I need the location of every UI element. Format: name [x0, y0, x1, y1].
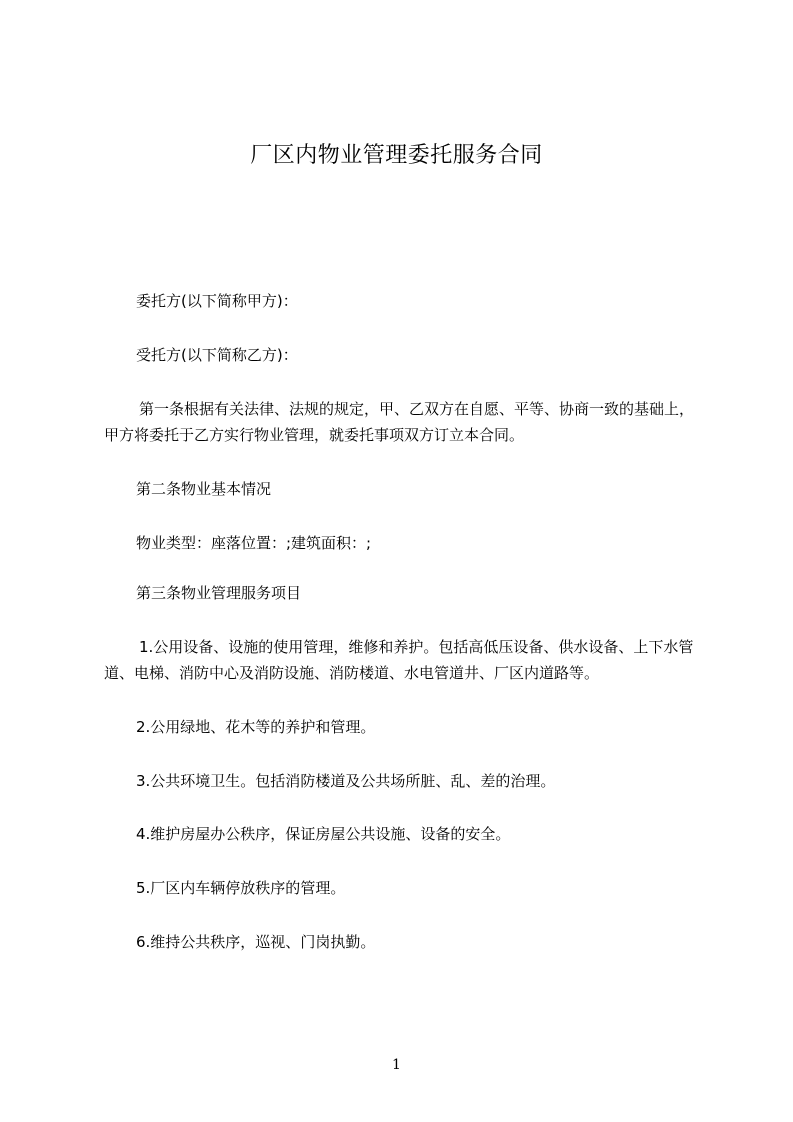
paragraph-property-info: 物业类型：座落位置：;建筑面积：;: [136, 534, 372, 552]
paragraph-item-3: 3.公共环境卫生。包括消防楼道及公共场所脏、乱、差的治理。: [136, 772, 556, 790]
paragraph-item-5: 5.厂区内车辆停放秩序的管理。: [136, 879, 346, 897]
document-title: 厂区内物业管理委托服务合同: [250, 143, 543, 168]
paragraph-item-6: 6.维持公共秩序，巡视、门岗执勤。: [136, 933, 376, 951]
paragraph-article-3-heading: 第三条物业管理服务项目: [136, 584, 302, 602]
paragraph-trustee-party: 受托方(以下简称乙方)：: [136, 346, 298, 364]
paragraph-article-1: 第一条根据有关法律、法规的规定，甲、乙双方在自愿、平等、协商一致的基础上，甲方将委托于乙方实行物业管理，就委托事项双方订立本合同。: [104, 400, 695, 444]
paragraph-item-4: 4.维护房屋办公秩序，保证房屋公共设施、设备的安全。: [136, 825, 511, 843]
paragraph-item-2: 2.公用绿地、花木等的养护和管理。: [136, 718, 376, 736]
paragraph-article-2-heading: 第二条物业基本情况: [136, 480, 272, 498]
paragraph-item-1: 1.公用设备、设施的使用管理，维修和养护。包括高低压设备、供水设备、上下水管道、电梯、消防中心及消防设施、消防楼道、水电管道井、厂区内道路等。: [104, 638, 694, 682]
page-number: 1: [392, 1057, 401, 1073]
paragraph-principal-party: 委托方(以下简称甲方)：: [136, 292, 298, 310]
